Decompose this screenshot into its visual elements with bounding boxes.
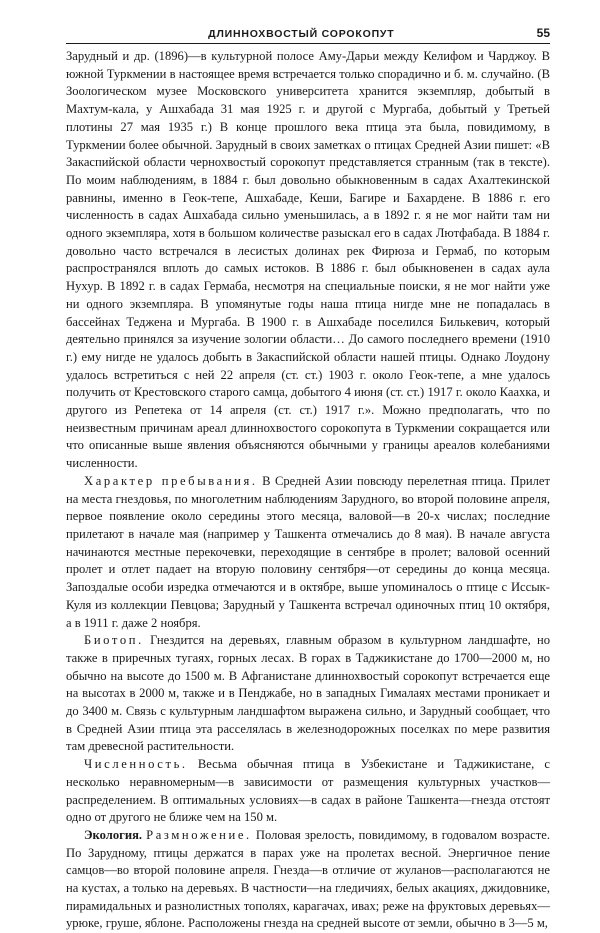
paragraph-text: Половая зрелость, повидимому, в годовалом возрасте. По Зарудному, птицы держатся в парах уже на пролетах весной. Энергичное пение самцов—во второй половине апреля. Гнезда—в отличие от жуланов—располагаются не на кустах, а только на деревьях. В частности—на гледичиях, белых акациях, джидовнике, пирамидальных и разнолистных тополях, карагачах, ивах; реже на фруктовых деревьях—урюке, груше, яблоне. Расположены гнезда на средней высоте от земли, обычно в 3—5 м,: [66, 827, 551, 931]
paragraph-distribution: [66, 48, 550, 473]
running-title: ДЛИННОХВОСТЫЙ СОРОКОПУТ: [208, 28, 395, 40]
paragraph-biotope: [66, 632, 550, 756]
paragraph-residence: [66, 473, 550, 632]
paragraph-text: Весьма обычная птица в Узбекистане и Таджикистане, с несколько неравномерным—в зависимости от размещения культурных участков—распределением. В оптимальных условиях—в садах в районе Ташкента—гнезда отстоят одно от другого не ближе чем на 150 м.: [66, 757, 550, 825]
section-heading-abundance: Численность.: [84, 757, 188, 772]
paragraph-abundance: [66, 756, 550, 827]
section-heading-biotope: Биотоп.: [84, 633, 144, 648]
section-heading-breeding: Размножение.: [146, 827, 252, 842]
section-heading-residence: Характер пребывания.: [84, 473, 258, 488]
page-number: 55: [536, 26, 550, 40]
section-heading-ecology: Экология.: [84, 827, 143, 842]
paragraph-text: Гнездится на деревьях, главным образом в культурном ландшафте, но также в приречных тугаях, горных лесах. В горах в Таджикистане до 1700—2000 м, но обычно на высоте до 1500 м. В Афганистане длиннохвостый сорокопут встречается еще на высотах в 2000 м, также и в Пенджабе, но в западных Гималаях местами проникает и до 3400 м. Связь с культурным ландшафтом выражена сильно, и Зарудный сообщает, что в Средней Азии птица эта расселялась в железнодорожных поселках по мере развития там древесной растительности.: [66, 633, 550, 754]
paragraph-text: Зарудный и др. (1896)—в культурной полосе Аму-Дарьи между Келифом и Чарджоу. В южной Туркмении в настоящее время встречается только спорадично и б. м. случайно. (В Зоологическом музее Московского университета хранится экземпляр, добытый в Махтум-кала, у Ашхабада 31 мая 1925 г. и другой с Мургаба, добытый у Третьей плотины 27 мая 1935 г.) В конце прошлого века птица эта была, повидимому, в Туркмении более обычной. Зарудный в своих заметках о птицах Средней Азии пишет: «В Закаспийской области чернохвостый сорокопут представляется странным (так в тексте). По моим наблюдениям, в 1884 г. был довольно обыкновенным в садах Ахалтекинской равнины, именно в Геок-тепе, Ашхабаде, Кеши, Багире и Бахардене. В 1886 г. его численность в садах Ашхабада сильно уменьшилась, а в 1892 г. я не мог найти там ни одного экземпляра, хотя в большом количестве разыскал его в садах Лютфабада. В 1884 г. довольно часто встречался в лесистых долинах рек Фирюза и Гермаб, по которым распространялся вплоть до самых истоков. В 1886 г. был обыкновенен в садах аула Нухур. В 1892 г. в садах Гермаба, несмотря на специальные поиски, я не мог найти уже ни одного экземпляра. В упомянутые годы наша птица нигде мне не попадалась в бассейнах Теджена и Мургаба. В 1900 г. в Ашхабаде поселился Билькевич, который деятельно принялся за изучение зологии области… До самого последнего времени (1910 г.) ему нигде не удалось добыть в Закаспийской области нашей птицы. Однако Лоудону удалось встретиться с ней 22 апреля (ст. ст.) 1903 г. около Геок-тепе, а мне удалось получить от Крестовского старого самца, добытого 4 июня (ст. ст.) 1917 г. около Каахка, и другого из Репетека от 14 апреля (ст. ст.) 1917 г.». Можно предполагать, что по неизвестным причинам ареал длиннохвостого сорокопута в Туркмении сокращается или что описанные выше явления объясняются обычными у границы ареалов колебаниями численности.: [66, 49, 550, 471]
book-page: [66, 26, 550, 933]
page-header: [66, 26, 550, 44]
paragraph-text: В Средней Азии повсюду перелетная птица. Прилет на места гнездовья, по многолетним наблюдениям Зарудного, во второй половине апреля, первое появление около середины этого месяца, валовой—в 20-х числах; последние прилетают в начале мая (например у Ташкента отмечались до 8 мая). В начале августа начинаются местные перекочевки, переходящие в сентябре в пролет; валовой осенний пролет и отлет падает на вторую половину сентября—от середины до конца месяца. Запоздалые особи изредка отмечаются и в октябре, выше упоминалось о птице с Иссык-Куля из коллекции Певцова; Зарудный у Ташкента встречал одиночных птиц 10 октября, а в 1911 г. даже 2 ноября.: [66, 473, 550, 630]
paragraph-ecology: [66, 827, 550, 933]
